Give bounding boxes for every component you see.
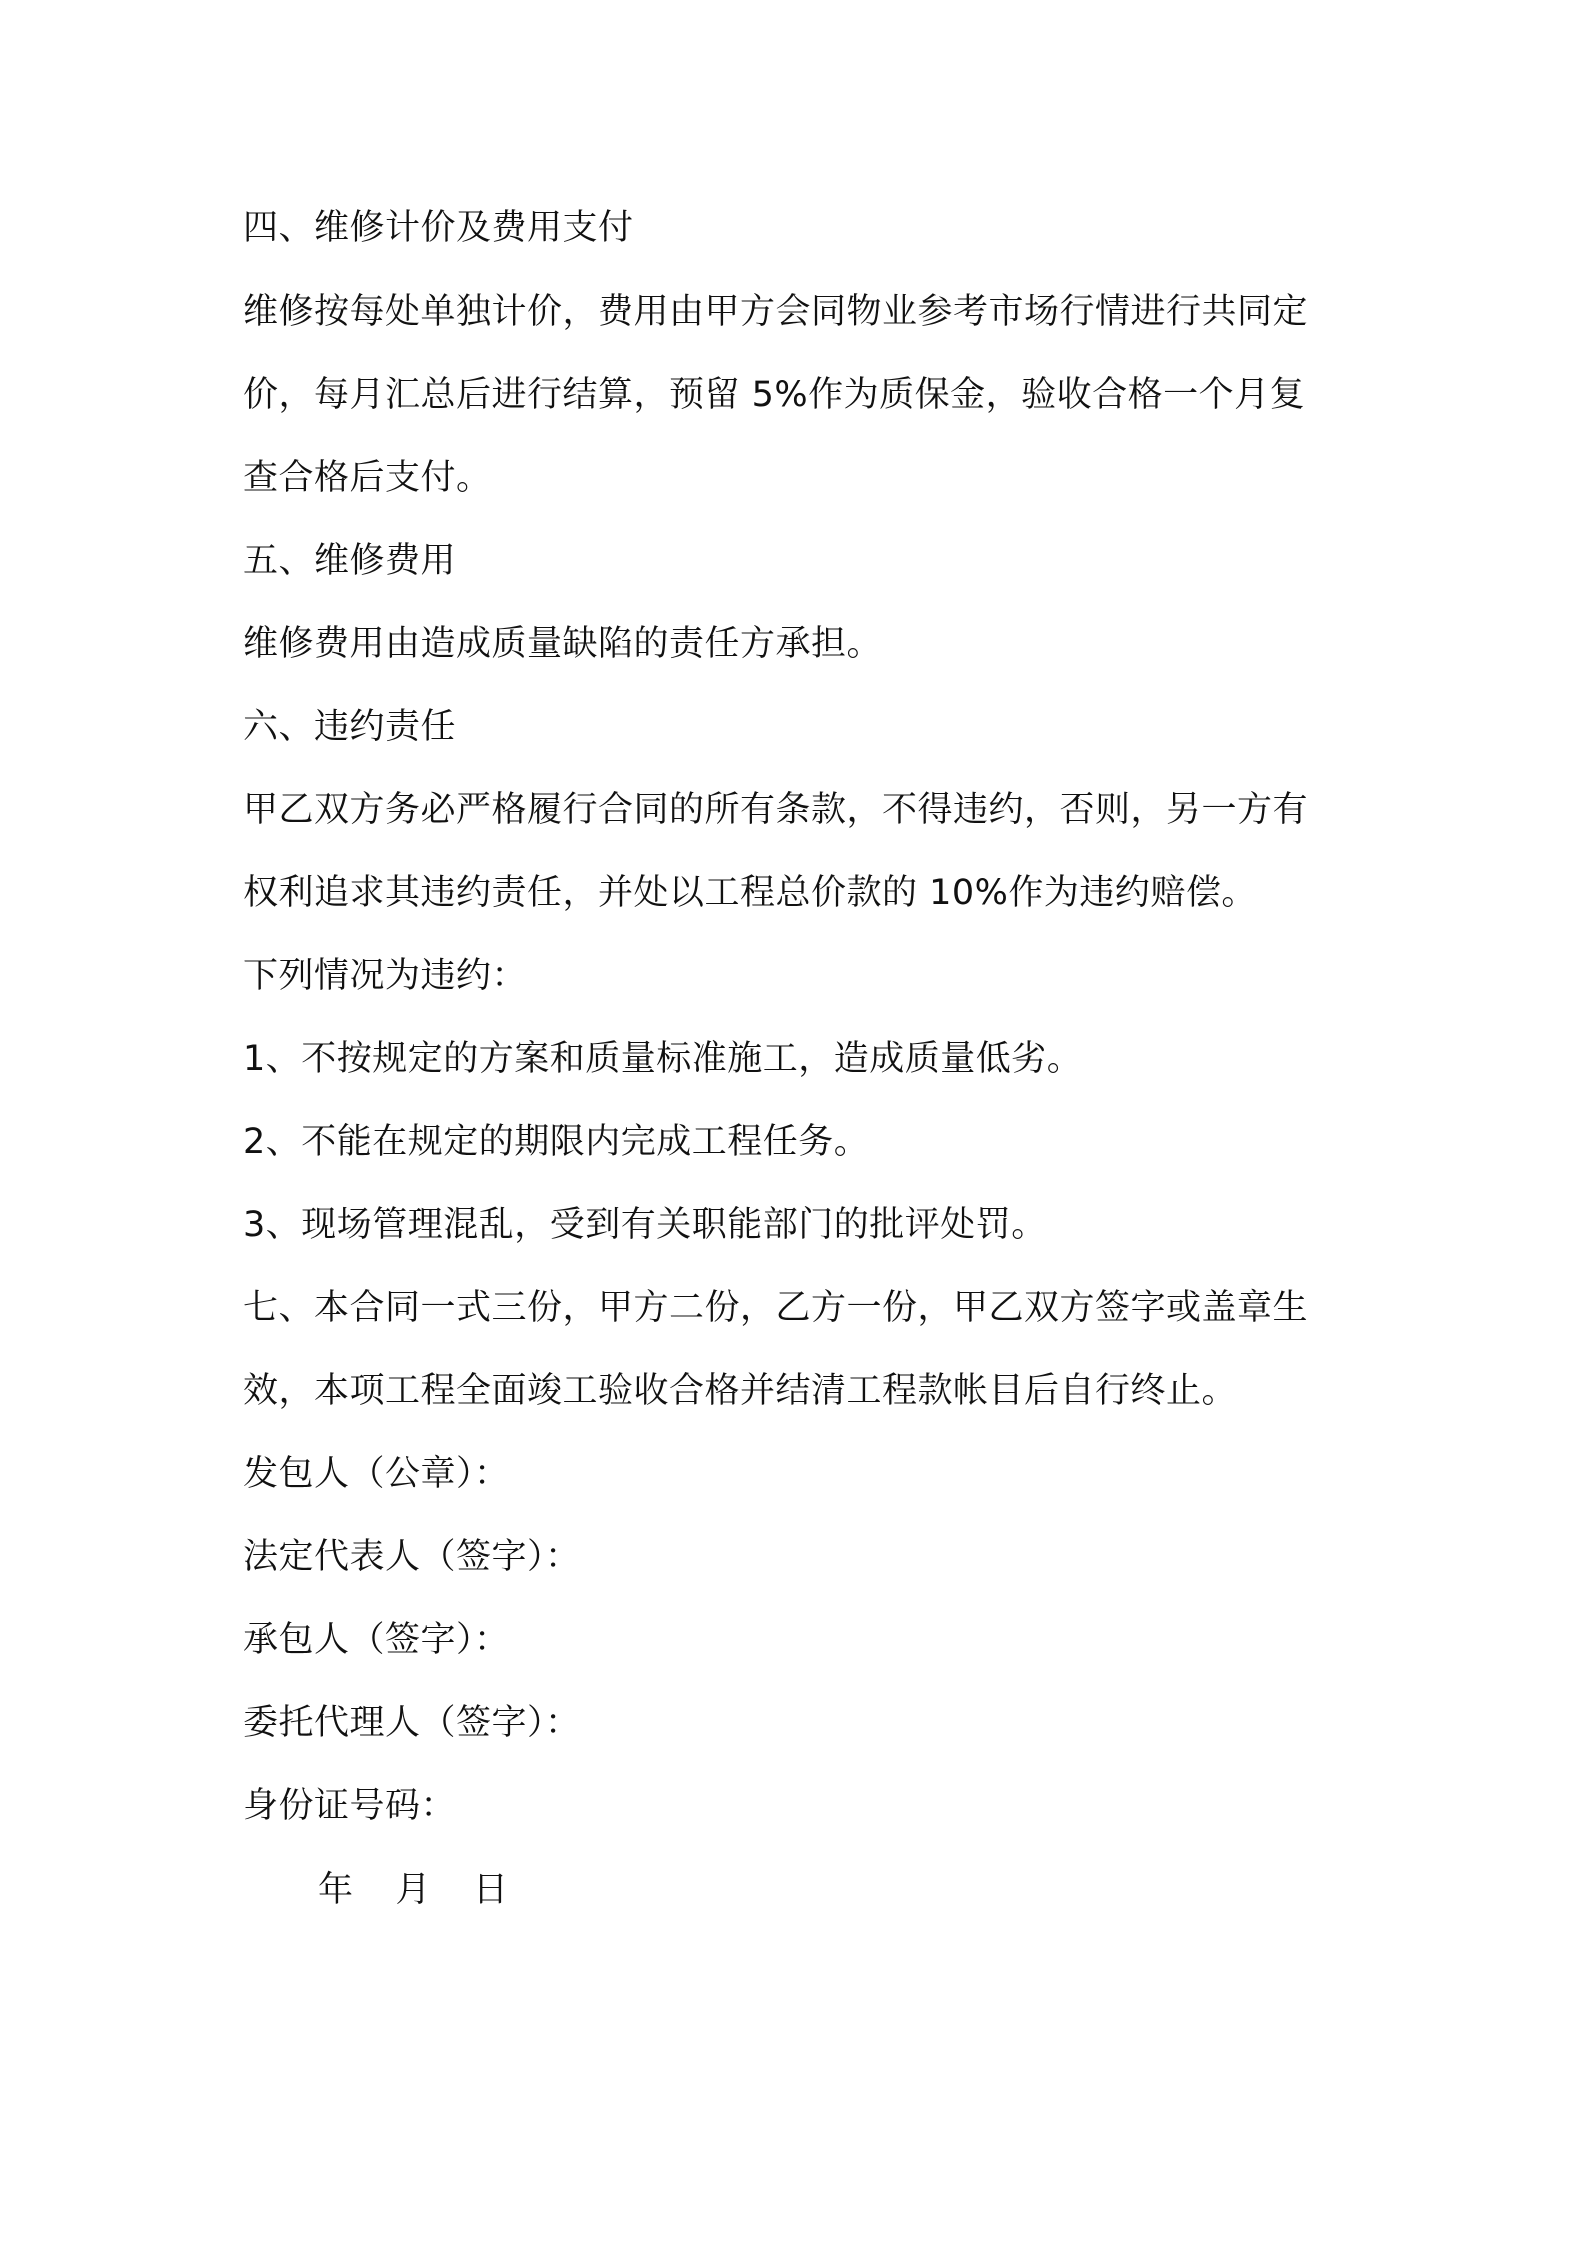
id-number-label: 身份证号码： (243, 1786, 457, 1826)
section-5-line-1: 维修费用由造成质量缺陷的责任方承担。 (243, 624, 883, 664)
section-7-line-2: 效，本项工程全面竣工验收合格并结清工程款帐目后自行终止。 (243, 1371, 1238, 1411)
signature-employer: 发包人（公章）： (243, 1454, 510, 1494)
section-7-line-1: 七、本合同一式三份，甲方二份，乙方一份，甲乙双方签字或盖章生 (243, 1288, 1309, 1328)
date-year-label: 年 (318, 1870, 354, 1910)
signature-legal-representative: 法定代表人（签字）： (243, 1537, 581, 1577)
section-6-line-6: 3、现场管理混乱，受到有关职能部门的批评处罚。 (243, 1205, 1047, 1245)
section-5-heading: 五、维修费用 (243, 541, 457, 581)
date-line (318, 1868, 1438, 1912)
section-6-line-1: 甲乙双方务必严格履行合同的所有条款，不得违约，否则，另一方有 (243, 790, 1309, 830)
section-4-line-2: 价，每月汇总后进行结算，预留 5%作为质保金，验收合格一个月复 (243, 375, 1306, 415)
section-4-line-1: 维修按每处单独计价，费用由甲方会同物业参考市场行情进行共同定 (243, 292, 1309, 332)
section-4-heading: 四、维修计价及费用支付 (243, 208, 634, 248)
section-4-line-3: 查合格后支付。 (243, 458, 492, 498)
signature-contractor: 承包人（签字）： (243, 1620, 510, 1660)
section-6-line-3: 下列情况为违约： (243, 956, 528, 996)
section-6-line-2: 权利追求其违约责任，并处以工程总价款的 10%作为违约赔偿。 (243, 873, 1257, 913)
date-month-label: 月 (395, 1870, 432, 1910)
signature-agent: 委托代理人（签字）： (243, 1703, 581, 1743)
section-6-heading: 六、违约责任 (243, 707, 457, 747)
section-6-line-4: 1、不按规定的方案和质量标准施工，造成质量低劣。 (243, 1039, 1083, 1079)
date-day-label: 日 (473, 1870, 509, 1910)
section-6-line-5: 2、不能在规定的期限内完成工程任务。 (243, 1122, 870, 1162)
